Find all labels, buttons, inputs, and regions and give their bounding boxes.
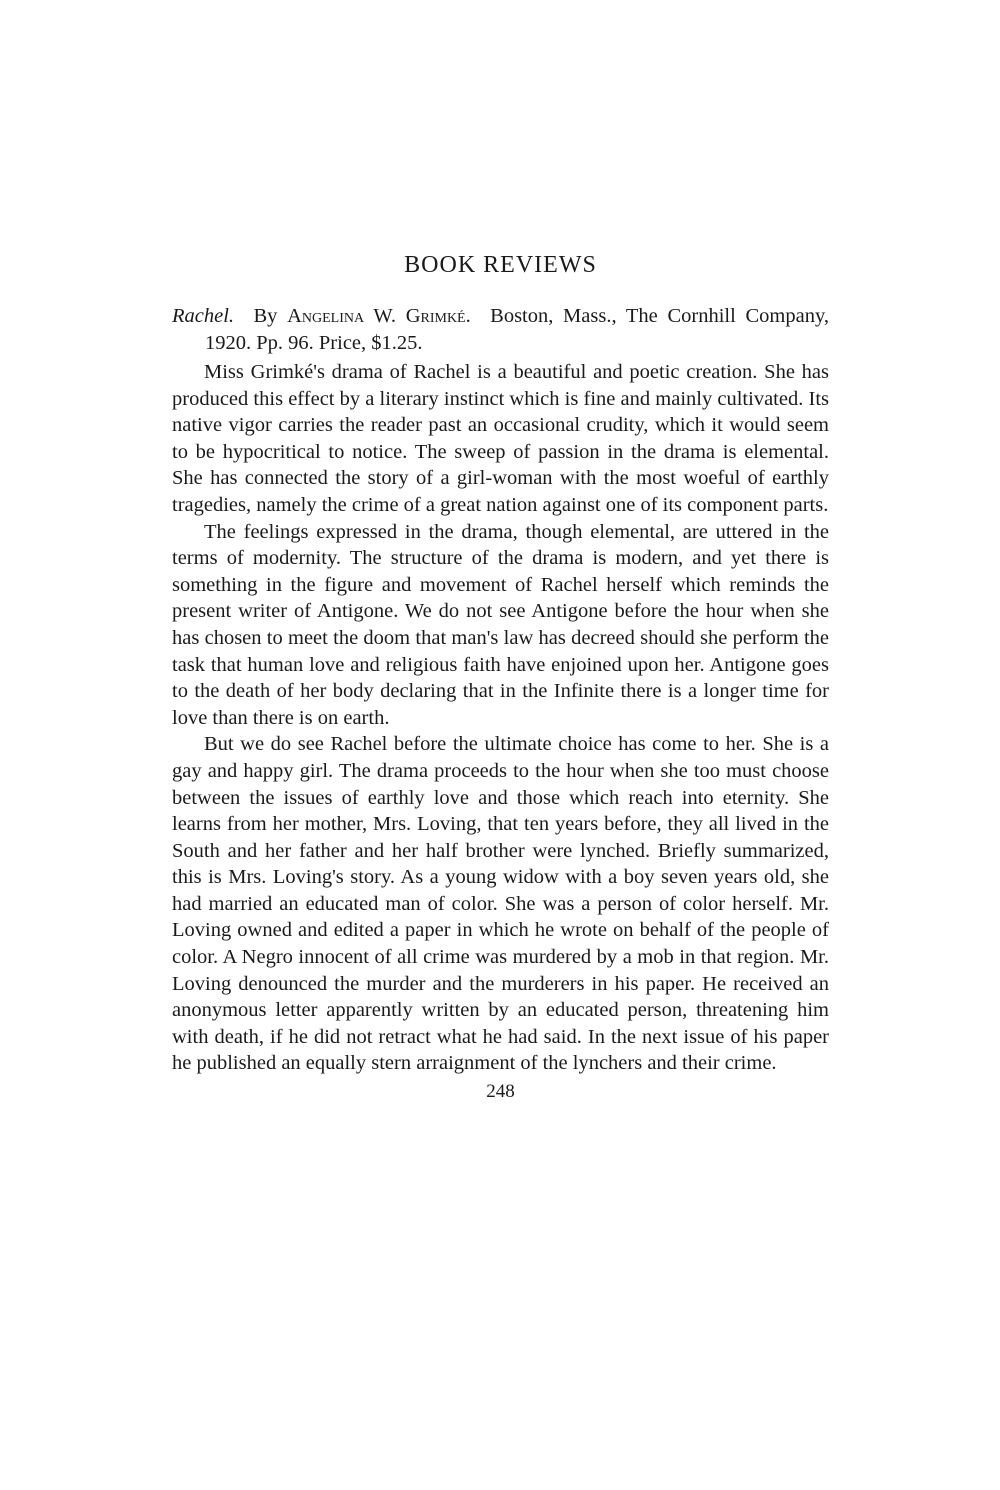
book-title: Rachel. bbox=[172, 305, 235, 327]
review-paragraph-1: Miss Grimké's drama of Rachel is a beautiful and poetic creation. She has produced this effect by a literary instinct which is fine and mainly cultivated. Its native vigor carries the reader past an occasional crudity, which it would seem to be hypocritical to notice. The sweep of passion in the drama is elemental. She has connected the story of a girl-woman with the most woeful of earthly tragedies, namely the crime of a great nation against one of its component parts. bbox=[172, 361, 829, 516]
review-paragraph-3: But we do see Rachel before the ultimate choice has come to her. She is a gay and happy girl. The drama proceeds to the hour when she too must choose between the issues of earthly love and those which reach into eternity. She learns from her mother, Mrs. Loving, that ten years before, they all lived in the South and her father and her half brother were lynched. Briefly summarized, this is Mrs. Loving's story. As a young widow with a boy seven years old, she had married an educated man of color. She was a person of color herself. Mr. Loving owned and edited a paper in which he wrote on behalf of the people of color. A Negro innocent of all crime was murdered by a mob in that region. Mr. Loving denounced the murder and the murderers in his paper. He received an anonymous letter apparently written by an educated person, threatening him with death, if he did not retract what he had said. In the next issue of his paper he published an equally stern arraignment of the lynchers and their crime. bbox=[172, 733, 829, 1075]
citation-by: By bbox=[253, 305, 278, 327]
book-citation bbox=[172, 303, 829, 357]
review-paragraph-2: The feelings expressed in the drama, though elemental, are uttered in the terms of modernity. The structure of the drama is modern, and yet there is something in the figure and movement of Rachel herself which reminds the present writer of Antigone. We do not see Antigone before the hour when she has chosen to meet the doom that man's law has decreed should she perform the task that human love and religious faith have enjoined upon her. Antigone goes to the death of her body declaring that in the Infinite there is a longer time for love than there is on earth. bbox=[172, 520, 829, 729]
section-heading: BOOK REVIEWS bbox=[404, 252, 597, 278]
page-number: 248 bbox=[486, 1081, 515, 1103]
book-author: Angelina W. Grimké. bbox=[287, 305, 471, 327]
page-content bbox=[172, 252, 829, 1103]
publication-details: Boston, Mass., The Cornhill Company, 1920. Pp. 96. Price, $1.25. bbox=[205, 305, 830, 354]
